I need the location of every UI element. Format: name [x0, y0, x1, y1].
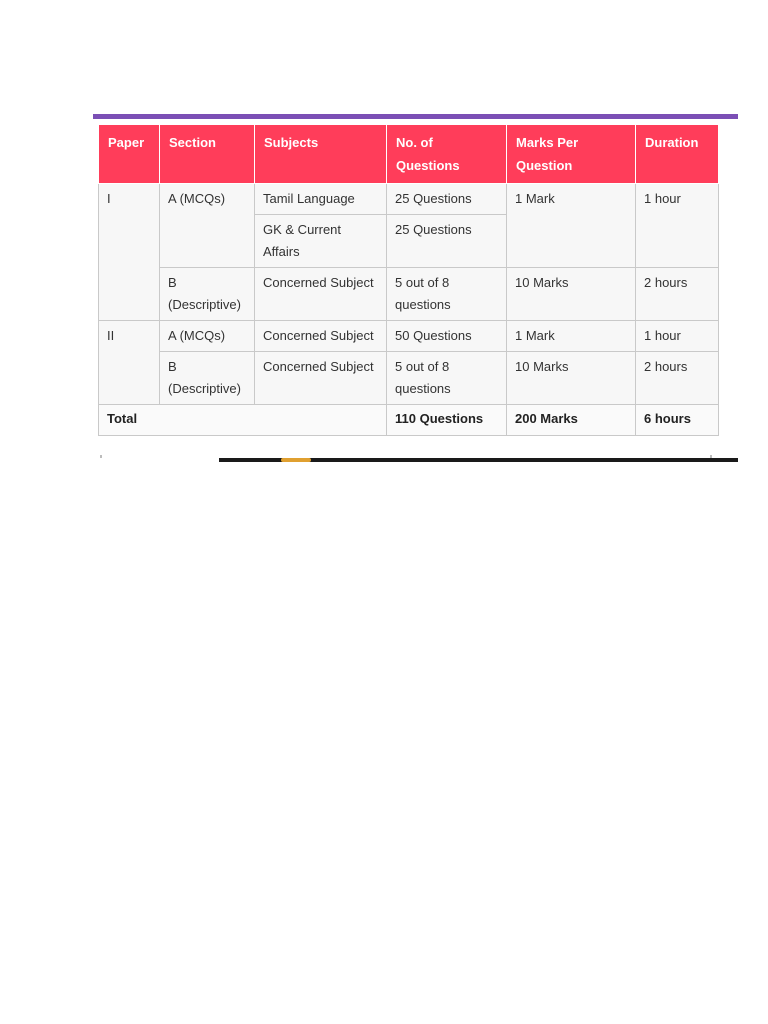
header-marks-per-question: Marks Per Question	[507, 125, 636, 184]
cell-subject: Concerned Subject	[255, 321, 387, 352]
cell-marks: 10 Marks	[507, 268, 636, 321]
header-duration: Duration	[636, 125, 719, 184]
cell-section: A (MCQs)	[160, 184, 255, 268]
bottom-image-strip	[219, 458, 738, 462]
cell-marks: 10 Marks	[507, 352, 636, 405]
cell-questions: 5 out of 8 questions	[387, 352, 507, 405]
total-duration: 6 hours	[636, 405, 719, 436]
table-row	[99, 184, 719, 215]
cell-marks: 1 Mark	[507, 184, 636, 268]
top-accent-bar	[93, 114, 738, 119]
cell-subject: Concerned Subject	[255, 268, 387, 321]
scroll-tick-left	[100, 455, 102, 458]
table-row	[99, 352, 719, 405]
cell-paper: I	[99, 184, 160, 321]
table-row	[99, 321, 719, 352]
cell-duration: 1 hour	[636, 184, 719, 268]
header-subjects: Subjects	[255, 125, 387, 184]
cell-questions: 25 Questions	[387, 184, 507, 215]
cell-questions: 25 Questions	[387, 215, 507, 268]
header-paper: Paper	[99, 125, 160, 184]
header-section: Section	[160, 125, 255, 184]
bottom-strip-highlight	[281, 458, 311, 462]
cell-duration: 1 hour	[636, 321, 719, 352]
table-total-row	[99, 405, 719, 436]
cell-subject: GK & Current Affairs	[255, 215, 387, 268]
header-no-of-questions: No. of Questions	[387, 125, 507, 184]
total-label: Total	[99, 405, 387, 436]
cell-section: A (MCQs)	[160, 321, 255, 352]
total-marks: 200 Marks	[507, 405, 636, 436]
cell-duration: 2 hours	[636, 268, 719, 321]
table-header-row	[99, 125, 719, 184]
total-questions: 110 Questions	[387, 405, 507, 436]
cell-marks: 1 Mark	[507, 321, 636, 352]
cell-subject: Tamil Language	[255, 184, 387, 215]
exam-pattern-table-container	[98, 124, 718, 436]
cell-duration: 2 hours	[636, 352, 719, 405]
cell-paper: II	[99, 321, 160, 405]
cell-questions: 50 Questions	[387, 321, 507, 352]
table-row	[99, 268, 719, 321]
cell-subject: Concerned Subject	[255, 352, 387, 405]
exam-pattern-table	[98, 124, 719, 436]
cell-section: B (Descriptive)	[160, 268, 255, 321]
cell-questions: 5 out of 8 questions	[387, 268, 507, 321]
cell-section: B (Descriptive)	[160, 352, 255, 405]
